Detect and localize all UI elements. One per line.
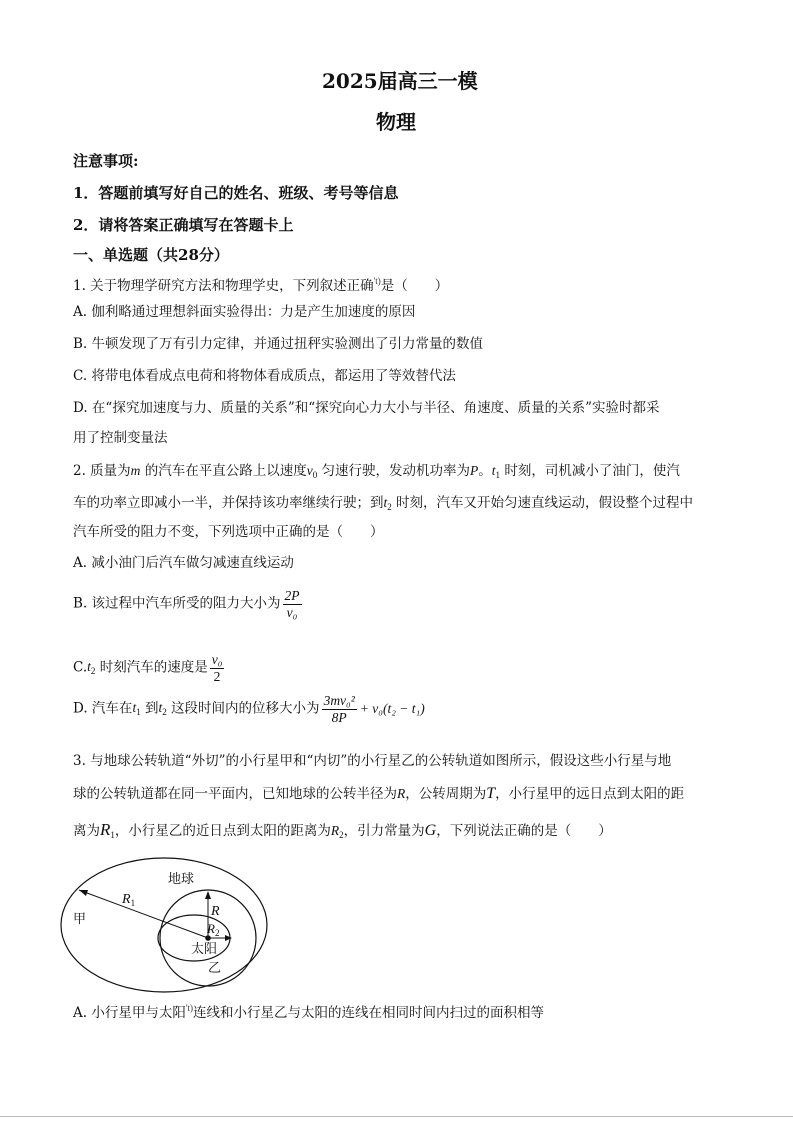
v0-symbol: v (306, 463, 313, 478)
q2-stem-line1 (73, 464, 680, 480)
q2-l1-a: 2. 质量为 (73, 463, 131, 479)
q2-c-t-subscript: 2 (90, 666, 96, 677)
q3-stem-line2 (73, 786, 684, 802)
r1-label (121, 892, 135, 908)
q2-c-label: C. (73, 659, 88, 676)
var-r: R (397, 786, 406, 801)
q3-l3-b: ，小行星乙的近日点到太阳的距离为 (114, 823, 331, 839)
q2-d-t1-symbol: t (132, 700, 137, 716)
r1-symbol: R (100, 820, 111, 839)
var-v0 (307, 463, 318, 478)
r2-label (206, 921, 219, 938)
q3-l3-d: ，下列说法正确的是（ ） (436, 823, 612, 839)
earth-label: 地球 (168, 872, 195, 887)
q2-d-text-c: 这段时间内的位移大小为 (166, 700, 320, 717)
q2-d-denominator: 8P (331, 709, 347, 725)
fig-r1-sub: 1 (130, 898, 136, 908)
q3-stem-line1: 3. 与地球公转轨道“外切”的小行星甲和“内切”的小行星乙的公转轨道如图所示，假设这些小行星与地 (73, 753, 672, 769)
q3-option-a (73, 1004, 544, 1021)
r-label: R (211, 904, 220, 919)
q2-l1-c: 匀速行驶，发动机功率为 (317, 463, 471, 479)
notes-item-1: 1．答题前填写好自己的姓名、班级、考号等信息 (73, 184, 399, 202)
q3-l2-c: ，小行星甲的远日点到太阳的距 (495, 786, 685, 802)
q2-option-d (73, 693, 425, 725)
r-arrowhead (205, 891, 211, 899)
q2-option-c (73, 652, 224, 684)
q2-option-a: A. 减小油门后汽车做匀减速直线运动 (73, 555, 294, 571)
q1-option-b: B. 牛顿发现了万有引力定律，并通过扭秤实验测出了引力常量的数值 (73, 336, 484, 352)
var-p: P (470, 463, 479, 478)
q2-stem-line3: 汽车所受的阻力不变，下列选项中正确的是（ ） (73, 524, 384, 540)
q2-l1-e: 时刻，司机减小了油门，使汽 (500, 463, 680, 479)
var-m: m (130, 463, 141, 478)
q2-b-text: B. 该过程中汽车所受的阻力大小为 (73, 595, 281, 612)
q1-stem-b: 是（ ） (380, 278, 449, 294)
sun-dot (205, 935, 211, 941)
q1-option-d-line2: 用了控制变量法 (73, 430, 168, 446)
fig-r2-symbol: R (207, 921, 215, 936)
q2-b-denominator: v₀ (286, 604, 298, 620)
q2-d-t2-symbol: t (158, 700, 163, 716)
q3-a-glitch: 't) (185, 1003, 193, 1013)
r2-symbol: R (330, 823, 340, 838)
q2-d-t2-subscript: 2 (162, 707, 167, 718)
yi-label: 乙 (208, 961, 222, 976)
var-t2 (384, 495, 392, 510)
q2-l1-b: 的汽车在平直公路上以速度 (140, 463, 307, 479)
q2-l2-b: 时刻，汽车又开始匀速直线运动，假设整个过程中 (391, 495, 694, 511)
q2-b-fraction (283, 588, 302, 620)
t2-subscript: 2 (387, 502, 392, 512)
q2-d-numerator: 3mv₀² (323, 693, 355, 708)
t2-symbol: t (383, 495, 388, 510)
q2-c-numerator: v₀ (211, 652, 223, 667)
q2-d-fraction (322, 693, 357, 725)
r1-arrowhead (79, 890, 88, 896)
q3-stem-line3 (73, 821, 612, 840)
r1-arrow (79, 890, 208, 938)
q1-option-a: A. 伽利略通过理想斜面实验得出：力是产生加速度的原因 (73, 304, 416, 320)
orbit-diagram (60, 850, 270, 1000)
var-r2 (331, 823, 344, 838)
q1-stem (73, 277, 448, 294)
q3-l2-a: 球的公转轨道都在同一平面内，已知地球的公转半径为 (73, 786, 397, 802)
fig-r1-symbol: R (122, 892, 131, 907)
q3-a-text-b: 连线和小行星乙与太阳的连线在相同时间内扫过的面积相等 (192, 1005, 544, 1021)
q2-d-t1-subscript: 1 (136, 707, 141, 718)
q2-d-t2 (158, 700, 167, 718)
q2-c-text: 时刻汽车的速度是 (95, 659, 208, 676)
q2-b-numerator: 2P (284, 588, 300, 603)
notes-heading: 注意事项: (73, 152, 139, 170)
v0-subscript: 0 (312, 470, 318, 480)
var-r1 (100, 820, 115, 839)
sun-label: 太阳 (191, 942, 218, 957)
var-t1 (492, 463, 500, 478)
fig-r2-sub: 2 (214, 928, 220, 938)
q1-stem-a: 1. 关于物理学研究方法和物理学史，下列叙述正确 (73, 278, 374, 294)
q1-glitch: 't) (373, 276, 381, 286)
q2-d-label: D. 汽车在 (73, 700, 133, 717)
r2-arrowhead (225, 935, 232, 941)
q3-a-text-a: A. 小行星甲与太阳 (73, 1005, 186, 1021)
var-g: G (424, 822, 437, 839)
q2-c-t-symbol: t (87, 659, 91, 675)
q2-l2-a: 车的功率立即减小一半，并保持该功率继续行驶；到 (73, 495, 384, 511)
q3-l3-a: 离为 (73, 823, 100, 839)
r1-subscript: 1 (110, 830, 115, 840)
page-bottom-divider (0, 1116, 793, 1117)
var-t: T (486, 785, 496, 802)
q2-stem-line2 (73, 496, 693, 512)
q3-l2-b: ，公转周期为 (405, 786, 487, 802)
section-heading: 一、单选题（共28分） (73, 246, 229, 264)
q1-option-d-line1: D. 在“探究加速度与力、质量的关系”和“探究向心力大小与半径、角速度、质量的关系”实验时都采 (73, 400, 660, 416)
jia-label: 甲 (73, 912, 87, 927)
q2-option-b (73, 588, 302, 620)
r2-subscript: 2 (339, 830, 344, 840)
t1-symbol: t (491, 463, 496, 478)
q3-l3-c: ，引力常量为 (343, 823, 425, 839)
exam-title: 2025届高三一模 (322, 69, 478, 93)
t1-subscript: 1 (495, 470, 501, 480)
subject-title: 物理 (376, 110, 416, 134)
q2-l1-d: 。 (478, 463, 492, 479)
q2-d-tail: + v₀(t₂ − t₁) (359, 701, 425, 717)
q1-option-c: C. 将带电体看成点电荷和将物体看成质点，都运用了等效替代法 (73, 368, 456, 384)
q2-c-denominator: 2 (213, 668, 221, 684)
notes-item-2: 2．请将答案正确填写在答题卡上 (73, 216, 294, 234)
q2-d-text-b: 到 (140, 700, 159, 717)
q2-d-t1 (132, 700, 141, 718)
q2-c-fraction (210, 652, 225, 684)
